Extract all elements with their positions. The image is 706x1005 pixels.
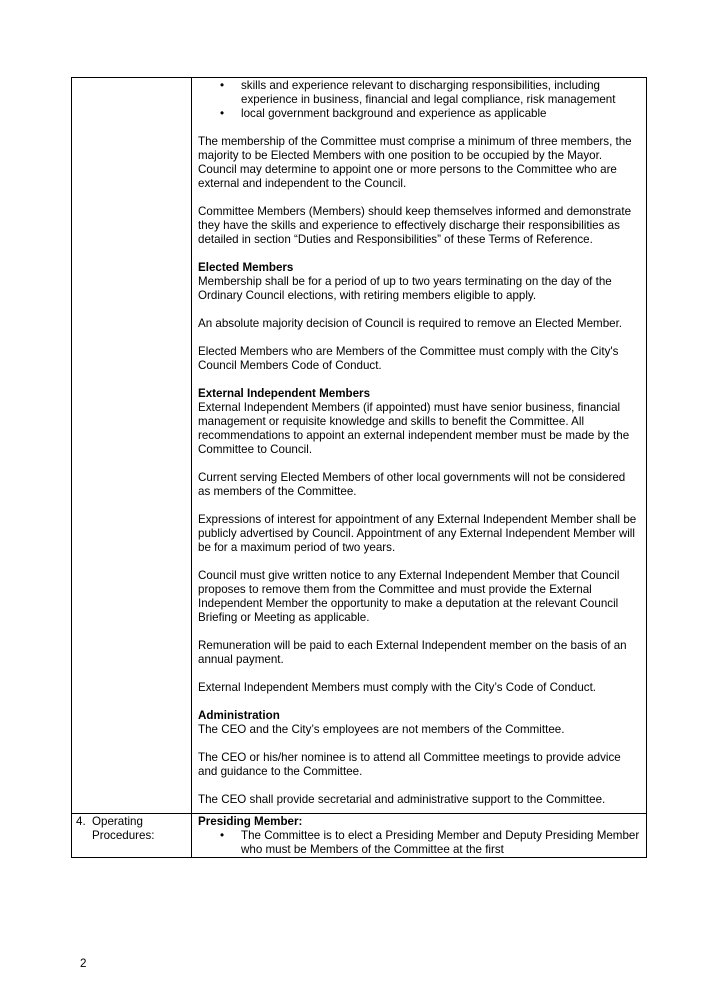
elected-members-term-text: Membership shall be for a period of up to two years terminating on the day of the Ordinary Council elections, with retiring members eligible to apply.	[198, 275, 612, 302]
section-label-cell	[72, 814, 192, 858]
members-skills-paragraph: Committee Members (Members) should keep themselves informed and demonstrate they have the skills and experience to effectively discharge their responsibilities as detailed in section “Duties and Responsibilities” of these Terms of Reference.	[198, 205, 632, 246]
list-item: • local government background and experience as applicable	[241, 107, 640, 121]
membership-paragraph: The membership of the Committee must comprise a minimum of three members, the majority to be Elected Members with one position to be occupied by the Mayor. Council may determine to appoint one or more persons to the Committee who are external and independent to the Council.	[198, 135, 632, 190]
external-members-qualification-text: External Independent Members (if appointed) must have senior business, financial management or requisite knowledge and skills to benefit the Committee. All recommendations to appoint an external independent member must be made by the Committee to Council.	[198, 401, 630, 456]
external-members-removal-paragraph: Council must give written notice to any External Independent Member that Council proposes to remove them from the Committee and must provide the External Independent Member the opportunity to make a deputation at the relevant Council Briefing or Meeting as applicable.	[198, 569, 620, 624]
terms-of-reference-table	[71, 77, 647, 858]
table-row	[72, 814, 647, 858]
section-content-cell	[192, 814, 647, 858]
section-number: 4.	[76, 815, 86, 828]
administration-ceo-support-paragraph: The CEO shall provide secretarial and administrative support to the Committee.	[198, 793, 606, 806]
administration-section	[198, 709, 640, 737]
administration-heading: Administration	[198, 709, 280, 722]
external-members-appointment-paragraph: Expressions of interest for appointment of any External Independent Member shall be publicly advertised by Council. Appointment of any External Independent Member will be for a maximum period of two years.	[198, 513, 637, 554]
administration-employees-text: The CEO and the City’s employees are not members of the Committee.	[198, 723, 565, 736]
external-members-remuneration-paragraph: Remuneration will be paid to each External Independent member on the basis of an annual payment.	[198, 639, 627, 666]
page-number: 2	[80, 957, 87, 970]
external-members-eligibility-paragraph: Current serving Elected Members of other local governments will not be considered as members of the Committee.	[198, 471, 626, 498]
elected-members-heading: Elected Members	[198, 261, 294, 274]
section-content-cell	[192, 78, 647, 814]
section-label-cell	[72, 78, 192, 814]
external-members-conduct-paragraph: External Independent Members must comply with the City’s Code of Conduct.	[198, 681, 597, 694]
elected-members-removal-paragraph: An absolute majority decision of Council is required to remove an Elected Member.	[198, 317, 623, 330]
list-item: • skills and experience relevant to discharging responsibilities, including experience in business, financial and legal compliance, risk management	[241, 79, 640, 107]
list-item: • The Committee is to elect a Presiding Member and Deputy Presiding Member who must be Members of the Committee at the first	[241, 829, 640, 857]
external-members-section	[198, 387, 640, 457]
elected-members-conduct-paragraph: Elected Members who are Members of the Committee must comply with the City's Council Members Code of Conduct.	[198, 345, 619, 372]
presiding-member-heading: Presiding Member:	[198, 815, 303, 828]
section-label: Operating Procedures:	[92, 815, 155, 842]
administration-ceo-attendance-paragraph: The CEO or his/her nominee is to attend all Committee meetings to provide advice and guidance to the Committee.	[198, 751, 621, 778]
skills-bullet-list	[198, 79, 640, 121]
table-row	[72, 78, 647, 814]
elected-members-section	[198, 261, 640, 303]
external-members-heading: External Independent Members	[198, 387, 371, 400]
presiding-member-bullet-list	[198, 829, 640, 857]
